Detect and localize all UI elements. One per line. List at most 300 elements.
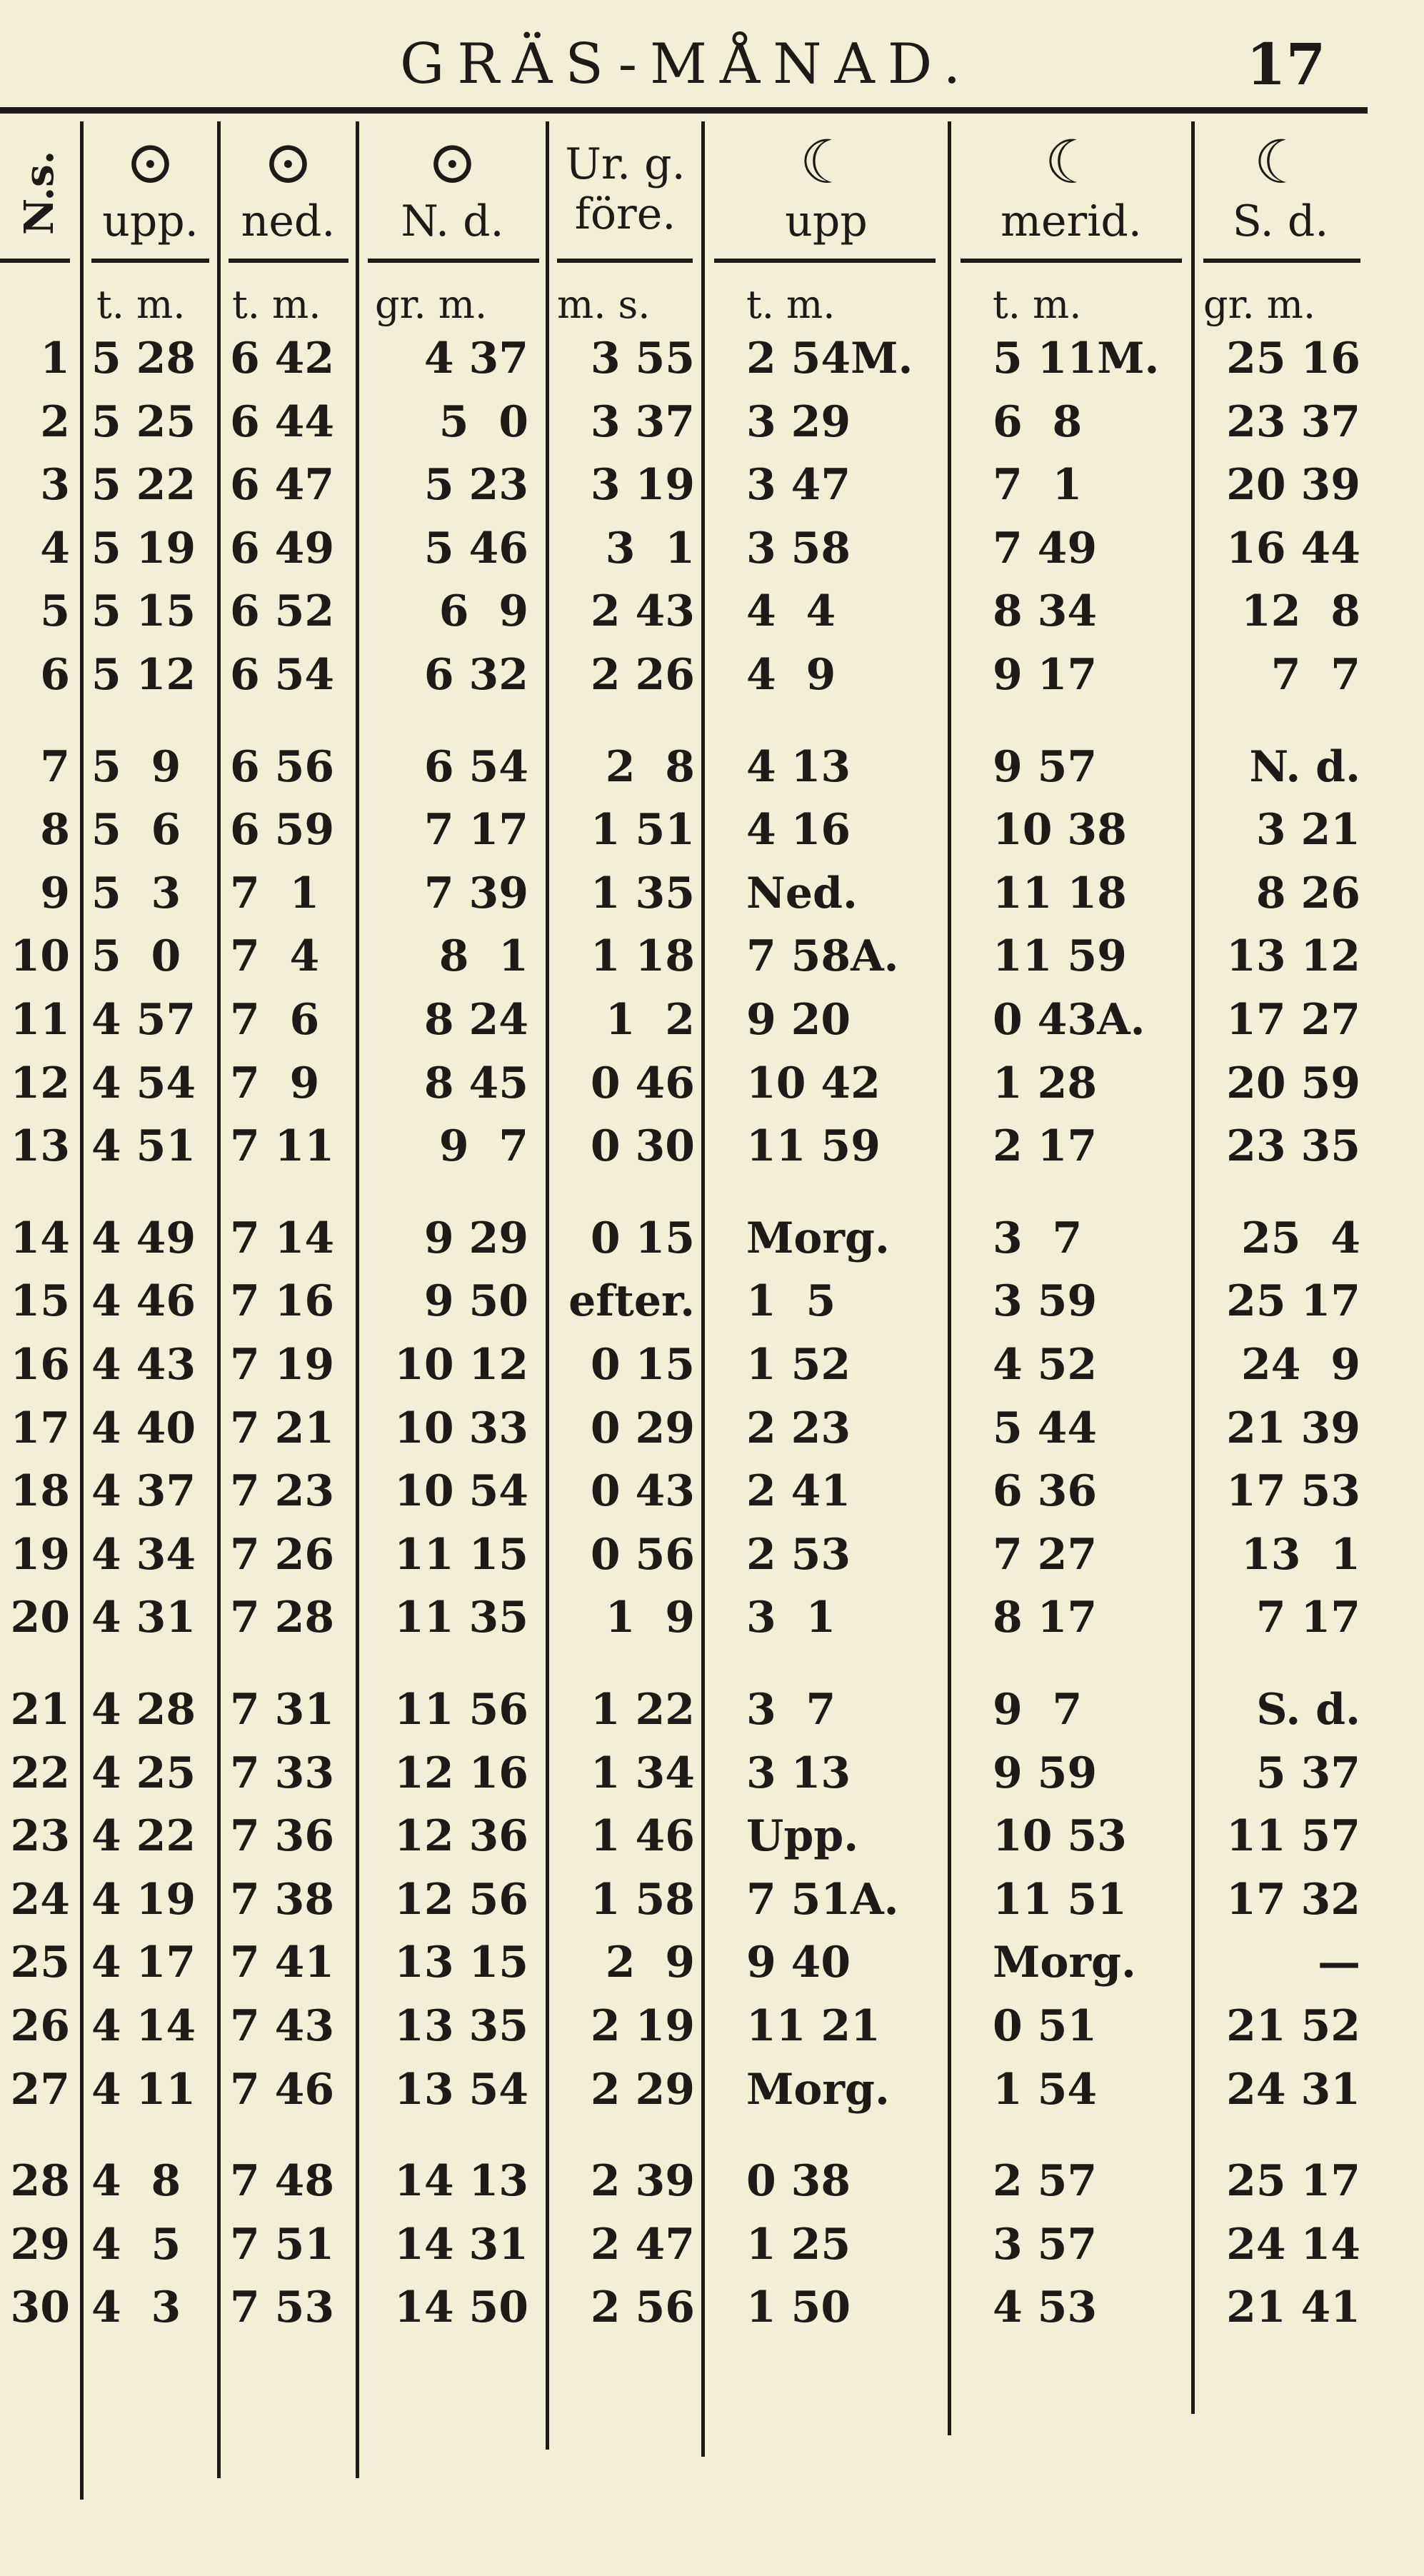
sun-declination: 9 29 [423, 1213, 528, 1263]
sun-declination: 14 13 [394, 2156, 528, 2206]
clock-correction: 2 19 [590, 2001, 695, 2051]
moon-meridian-time: 8 34 [993, 586, 1098, 636]
moon-meridian-time: 3 59 [993, 1276, 1098, 1326]
sun-rise-time: 4 11 [91, 2065, 196, 2115]
moon-meridian-time: 4 52 [993, 1340, 1098, 1390]
moon-declination: 13 1 [1240, 1530, 1360, 1580]
clock-correction: 0 15 [590, 1213, 695, 1263]
moon-rise-time: 3 13 [746, 1748, 851, 1798]
header-rule [368, 259, 539, 263]
moon-meridian-label: merid. [1001, 196, 1142, 246]
clock-correction: 2 26 [590, 650, 695, 700]
clock-correction: 0 46 [590, 1058, 695, 1108]
moon-meridian-time: 11 51 [993, 1875, 1127, 1925]
sun-declination: 5 23 [423, 460, 528, 510]
table-row [0, 1743, 1424, 1803]
clock-correction: 2 56 [590, 2282, 695, 2332]
sun-declination: 11 15 [394, 1530, 528, 1580]
clock-correction: 0 29 [590, 1403, 695, 1453]
header-rule [229, 259, 349, 263]
table-row [0, 645, 1424, 705]
sun-rise-time: 4 19 [91, 1875, 196, 1925]
clock-correction: 2 9 [605, 1938, 695, 1988]
sun-declination: 8 1 [438, 931, 528, 981]
moon-meridian-time: 4 53 [993, 2282, 1098, 2332]
moon-rise-time: 3 58 [746, 523, 851, 573]
table-row [0, 1053, 1424, 1113]
sun-rise-time: 4 51 [91, 1121, 196, 1171]
table-row [0, 581, 1424, 641]
moon-rise-time: 7 51A. [746, 1875, 899, 1925]
moon-meridian-time: 1 54 [993, 2065, 1098, 2115]
units-sun-rise: t. m. [96, 282, 186, 327]
sun-set-time: 7 19 [230, 1340, 335, 1390]
sun-rise-time: 5 22 [91, 460, 196, 510]
sun-set-time: 6 47 [230, 460, 335, 510]
sun-set-time: 6 54 [230, 650, 335, 700]
table-row [0, 2151, 1424, 2211]
sun-declination: 10 54 [394, 1466, 528, 1516]
page-number: 17 [1246, 31, 1326, 98]
header-rule [961, 259, 1182, 263]
moon-declination: 25 17 [1226, 1276, 1360, 1326]
sun-rise-time: 4 25 [91, 1748, 196, 1798]
clock-correction: 2 43 [590, 586, 695, 636]
moon-meridian-time: Morg. [993, 1938, 1136, 1988]
sun-declination: 10 33 [394, 1403, 528, 1453]
moon-declination: 17 32 [1226, 1875, 1360, 1925]
sun-rise-time: 5 25 [91, 397, 196, 447]
moon-rise-time: 4 9 [746, 650, 836, 700]
day-number: 4 [40, 523, 70, 573]
sun-set-time: 7 31 [230, 1685, 335, 1735]
sun-rise-time: 4 34 [91, 1530, 196, 1580]
day-number: 13 [10, 1121, 70, 1171]
sun-icon: ⊙ [263, 127, 314, 197]
sun-set-label: ned. [241, 196, 336, 246]
moon-meridian-time: 9 59 [993, 1748, 1098, 1798]
clock-correction: 2 29 [590, 2065, 695, 2115]
day-number: 17 [10, 1403, 70, 1453]
sun-rise-header [84, 127, 217, 275]
moon-declination: — [1318, 1938, 1360, 1988]
moon-rise-time: 1 50 [746, 2282, 851, 2332]
sun-declination: 10 12 [394, 1340, 528, 1390]
sun-set-time: 7 14 [230, 1213, 335, 1263]
moon-rise-time: Upp. [746, 1811, 859, 1861]
moon-declination: 20 59 [1226, 1058, 1360, 1108]
moon-meridian-time: 9 17 [993, 650, 1098, 700]
day-number: 8 [40, 805, 70, 855]
clock-correction: 1 35 [590, 868, 695, 918]
sun-set-time: 7 43 [230, 2001, 335, 2051]
moon-meridian-time: 8 17 [993, 1593, 1098, 1643]
sun-set-time: 7 51 [230, 2220, 335, 2270]
page-header [0, 29, 1424, 107]
moon-declination: 25 16 [1226, 334, 1360, 384]
sun-declination-header [359, 127, 546, 275]
sun-rise-time: 5 15 [91, 586, 196, 636]
header-rule [714, 259, 936, 263]
moon-declination: 17 53 [1226, 1466, 1360, 1516]
moon-meridian-time: 2 17 [993, 1121, 1098, 1171]
table-row [0, 2060, 1424, 2120]
moon-declination: 16 44 [1226, 523, 1360, 573]
moon-declination: S. d. [1256, 1685, 1360, 1735]
day-number: 26 [10, 2001, 70, 2051]
sun-set-header [221, 127, 356, 275]
table-row [0, 2215, 1424, 2275]
clock-correction: 2 39 [590, 2156, 695, 2206]
moon-rise-time: 11 59 [746, 1121, 881, 1171]
clock-correction: 2 47 [590, 2220, 695, 2270]
moon-declination: 25 17 [1226, 2156, 1360, 2206]
header-rule [91, 259, 209, 263]
sun-rise-time: 4 22 [91, 1811, 196, 1861]
table-row [0, 1806, 1424, 1866]
sun-set-time: 7 38 [230, 1875, 335, 1925]
sun-set-time: 7 28 [230, 1593, 335, 1643]
sun-rise-time: 5 19 [91, 523, 196, 573]
sun-set-time: 6 44 [230, 397, 335, 447]
day-number: 30 [10, 2282, 70, 2332]
sun-rise-label: upp. [102, 196, 199, 246]
moon-rise-time: Morg. [746, 2065, 890, 2115]
moon-rise-time: 0 38 [746, 2156, 851, 2206]
moon-rise-time: 1 5 [746, 1276, 836, 1326]
clock-correction: efter. [568, 1276, 695, 1326]
sun-rise-time: 4 54 [91, 1058, 196, 1108]
sun-declination: 13 54 [394, 2065, 528, 2115]
moon-meridian-time: 9 57 [993, 742, 1098, 792]
clock-correction: 1 18 [590, 931, 695, 981]
sun-set-time: 7 26 [230, 1530, 335, 1580]
sun-declination: 6 54 [423, 742, 528, 792]
clock-correction: 1 2 [605, 995, 695, 1045]
sun-rise-time: 4 8 [91, 2156, 181, 2206]
clock-correction: 3 37 [590, 397, 695, 447]
sun-set-time: 7 36 [230, 1811, 335, 1861]
moon-declination: 8 26 [1255, 868, 1360, 918]
clock-label-2: före. [574, 189, 676, 239]
sun-set-time: 7 4 [230, 931, 320, 981]
moon-rise-label: upp [785, 196, 868, 246]
sun-set-time: 7 33 [230, 1748, 335, 1798]
day-number: 21 [10, 1685, 70, 1735]
clock-correction: 0 15 [590, 1340, 695, 1390]
moon-rise-time: 2 23 [746, 1403, 851, 1453]
sun-declination: 7 17 [423, 805, 528, 855]
moon-meridian-time: 5 11M. [993, 334, 1160, 384]
moon-rise-time: 9 40 [746, 1938, 851, 1988]
sun-set-time: 6 42 [230, 334, 335, 384]
moon-rise-header [705, 127, 948, 275]
table-row [0, 1116, 1424, 1176]
sun-set-time: 7 6 [230, 995, 320, 1045]
moon-declination: 24 9 [1240, 1340, 1360, 1390]
table-row [0, 926, 1424, 986]
moon-declination: 23 35 [1226, 1121, 1360, 1171]
sun-declination: 4 37 [423, 334, 528, 384]
clock-correction: 3 55 [590, 334, 695, 384]
sun-rise-time: 4 49 [91, 1213, 196, 1263]
moon-rise-time: 4 16 [746, 805, 851, 855]
sun-rise-time: 5 6 [91, 805, 181, 855]
table-row [0, 1870, 1424, 1930]
day-number: 3 [40, 460, 70, 510]
sun-set-time: 7 16 [230, 1276, 335, 1326]
sun-set-time: 7 21 [230, 1403, 335, 1453]
sun-set-time: 7 48 [230, 2156, 335, 2206]
sun-rise-time: 5 0 [91, 931, 181, 981]
moon-meridian-time: 0 43A. [993, 995, 1145, 1045]
sun-icon: ⊙ [125, 127, 176, 197]
table-row [0, 329, 1424, 389]
moon-declination: 21 52 [1226, 2001, 1360, 2051]
moon-declination: 24 14 [1226, 2220, 1360, 2270]
moon-rise-time: Ned. [746, 868, 858, 918]
sun-declination: 11 56 [394, 1685, 528, 1735]
day-number: 20 [10, 1593, 70, 1643]
units-clock: m. s. [557, 282, 651, 327]
sun-set-time: 6 56 [230, 742, 335, 792]
sun-rise-time: 5 9 [91, 742, 181, 792]
table-row [0, 1398, 1424, 1458]
sun-rise-time: 4 14 [91, 2001, 196, 2051]
clock-correction: 1 46 [590, 1811, 695, 1861]
moon-meridian-time: 6 36 [993, 1466, 1098, 1516]
table-row [0, 1933, 1424, 1993]
sun-set-time: 7 11 [230, 1121, 335, 1171]
day-number: 18 [10, 1466, 70, 1516]
sun-declination: 5 0 [438, 397, 528, 447]
sun-rise-time: 4 40 [91, 1403, 196, 1453]
moon-meridian-time: 7 27 [993, 1530, 1098, 1580]
sun-declination: 14 31 [394, 2220, 528, 2270]
sun-rise-time: 4 43 [91, 1340, 196, 1390]
day-number: 24 [10, 1875, 70, 1925]
sun-declination: 6 32 [423, 650, 528, 700]
moon-rise-time: 2 41 [746, 1466, 851, 1516]
sun-set-time: 6 49 [230, 523, 335, 573]
sun-set-time: 7 41 [230, 1938, 335, 1988]
moon-icon: ☾ [799, 127, 853, 197]
moon-meridian-time: 10 38 [993, 805, 1127, 855]
moon-meridian-header [951, 127, 1191, 275]
moon-meridian-time: 7 49 [993, 523, 1098, 573]
clock-correction: 2 8 [605, 742, 695, 792]
moon-rise-time: 4 13 [746, 742, 851, 792]
moon-meridian-time: 10 53 [993, 1811, 1127, 1861]
table-row [0, 1588, 1424, 1648]
moon-meridian-time: 6 8 [993, 397, 1083, 447]
moon-meridian-time: 2 57 [993, 2156, 1098, 2206]
clock-correction: 3 19 [590, 460, 695, 510]
day-number: 2 [40, 397, 70, 447]
moon-meridian-time: 11 18 [993, 868, 1127, 918]
moon-icon: ☾ [1044, 127, 1098, 197]
sun-set-time: 6 52 [230, 586, 335, 636]
day-number: 7 [40, 742, 70, 792]
moon-declination: 17 27 [1226, 995, 1360, 1045]
units-sun-set: t. m. [232, 282, 321, 327]
day-number: 29 [10, 2220, 70, 2270]
moon-rise-time: 9 20 [746, 995, 851, 1045]
day-number: 16 [10, 1340, 70, 1390]
day-number: 15 [10, 1276, 70, 1326]
table-row [0, 1208, 1424, 1268]
moon-declination: 3 21 [1255, 805, 1360, 855]
table-row [0, 1271, 1424, 1331]
moon-rise-time: 7 58A. [746, 931, 899, 981]
moon-rise-time: 3 1 [746, 1593, 836, 1643]
sun-set-time: 7 9 [230, 1058, 320, 1108]
sun-declination: 9 50 [423, 1276, 528, 1326]
moon-declination: N. d. [1249, 742, 1360, 792]
table-row [0, 990, 1424, 1050]
day-number: 23 [10, 1811, 70, 1861]
sun-declination: 12 36 [394, 1811, 528, 1861]
day-number: 12 [10, 1058, 70, 1108]
clock-correction: 3 1 [605, 523, 695, 573]
moon-declination: 24 31 [1226, 2065, 1360, 2115]
units-moon-rise: t. m. [746, 282, 836, 327]
sun-declination: 13 15 [394, 1938, 528, 1988]
sun-declination: 13 35 [394, 2001, 528, 2051]
sun-declination: 14 50 [394, 2282, 528, 2332]
sun-set-time: 7 1 [230, 868, 320, 918]
units-sun-decl: gr. m. [375, 282, 488, 327]
sun-rise-time: 4 3 [91, 2282, 181, 2332]
table-row [0, 737, 1424, 797]
table-row [0, 518, 1424, 578]
moon-rise-time: 4 4 [746, 586, 836, 636]
day-number: 6 [40, 650, 70, 700]
moon-meridian-time: 11 59 [993, 931, 1127, 981]
header-rule [0, 259, 70, 263]
day-number: 19 [10, 1530, 70, 1580]
table-row [0, 1525, 1424, 1585]
page-title: GRÄS-MÅNAD. [400, 32, 974, 96]
day-number: 5 [40, 586, 70, 636]
moon-declination: 11 57 [1226, 1811, 1360, 1861]
moon-rise-time: 3 29 [746, 397, 851, 447]
moon-declination: 25 4 [1240, 1213, 1360, 1263]
day-number: 28 [10, 2156, 70, 2206]
sun-declination: 5 46 [423, 523, 528, 573]
sun-set-time: 7 46 [230, 2065, 335, 2115]
moon-declination: 21 39 [1226, 1403, 1360, 1453]
moon-declination: 13 12 [1226, 931, 1360, 981]
day-number: 11 [10, 995, 70, 1045]
sun-set-time: 7 23 [230, 1466, 335, 1516]
moon-rise-time: 3 47 [746, 460, 851, 510]
day-number: 27 [10, 2065, 70, 2115]
sun-declination: 8 24 [423, 995, 528, 1045]
moon-rise-time: 11 21 [746, 2001, 881, 2051]
moon-icon: ☾ [1253, 127, 1308, 197]
sun-declination: 9 7 [438, 1121, 528, 1171]
sun-rise-time: 5 28 [91, 334, 196, 384]
clock-correction: 0 56 [590, 1530, 695, 1580]
table-row [0, 1461, 1424, 1521]
moon-meridian-time: 9 7 [993, 1685, 1083, 1735]
moon-meridian-time: 3 7 [993, 1213, 1083, 1263]
moon-declination-label: S. d. [1232, 196, 1329, 246]
moon-rise-time: 1 25 [746, 2220, 851, 2270]
sun-rise-time: 5 12 [91, 650, 196, 700]
moon-meridian-time: 5 44 [993, 1403, 1098, 1453]
units-moon-meridian: t. m. [993, 282, 1082, 327]
moon-rise-time: 1 52 [746, 1340, 851, 1390]
moon-declination: 20 39 [1226, 460, 1360, 510]
moon-rise-time: 3 7 [746, 1685, 836, 1735]
table-row [0, 800, 1424, 860]
clock-correction: 0 30 [590, 1121, 695, 1171]
day-number: 10 [10, 931, 70, 981]
top-rule [0, 107, 1368, 114]
clock-correction: 1 51 [590, 805, 695, 855]
sun-icon: ⊙ [427, 127, 478, 197]
moon-meridian-time: 7 1 [993, 460, 1083, 510]
moon-meridian-time: 0 51 [993, 2001, 1098, 2051]
moon-meridian-time: 3 57 [993, 2220, 1098, 2270]
clock-correction: 1 9 [605, 1593, 695, 1643]
moon-rise-time: Morg. [746, 1213, 890, 1263]
day-column-label: N.s. [16, 150, 63, 236]
moon-declination: 7 7 [1270, 650, 1360, 700]
sun-rise-time: 4 17 [91, 1938, 196, 1988]
table-row [0, 1996, 1424, 2056]
day-number: 25 [10, 1938, 70, 1988]
sun-rise-time: 4 37 [91, 1466, 196, 1516]
moon-declination: 23 37 [1226, 397, 1360, 447]
sun-declination: 11 35 [394, 1593, 528, 1643]
sun-declination-label: N. d. [401, 196, 504, 246]
moon-rise-time: 2 54M. [746, 334, 913, 384]
sun-declination: 12 16 [394, 1748, 528, 1798]
moon-rise-time: 10 42 [746, 1058, 881, 1108]
sun-rise-time: 4 5 [91, 2220, 181, 2270]
moon-declination: 12 8 [1240, 586, 1360, 636]
sun-declination: 6 9 [438, 586, 528, 636]
sun-set-time: 7 53 [230, 2282, 335, 2332]
table-row [0, 455, 1424, 515]
sun-rise-time: 4 57 [91, 995, 196, 1045]
sun-rise-time: 5 3 [91, 868, 181, 918]
clock-correction: 1 22 [590, 1685, 695, 1735]
clock-correction: 0 43 [590, 1466, 695, 1516]
sun-rise-time: 4 31 [91, 1593, 196, 1643]
units-moon-decl: gr. m. [1203, 282, 1316, 327]
sun-rise-time: 4 28 [91, 1685, 196, 1735]
clock-correction: 1 34 [590, 1748, 695, 1798]
sun-declination: 12 56 [394, 1875, 528, 1925]
day-number: 14 [10, 1213, 70, 1263]
sun-declination: 7 39 [423, 868, 528, 918]
sun-rise-time: 4 46 [91, 1276, 196, 1326]
table-row [0, 1680, 1424, 1740]
sun-declination: 8 45 [423, 1058, 528, 1108]
clock-label-1: Ur. g. [565, 139, 686, 189]
table-row [0, 1335, 1424, 1395]
moon-declination-header [1195, 127, 1366, 275]
day-number: 9 [40, 868, 70, 918]
table-row [0, 392, 1424, 452]
moon-declination: 7 17 [1255, 1593, 1360, 1643]
day-number: 22 [10, 1748, 70, 1798]
moon-rise-time: 2 53 [746, 1530, 851, 1580]
